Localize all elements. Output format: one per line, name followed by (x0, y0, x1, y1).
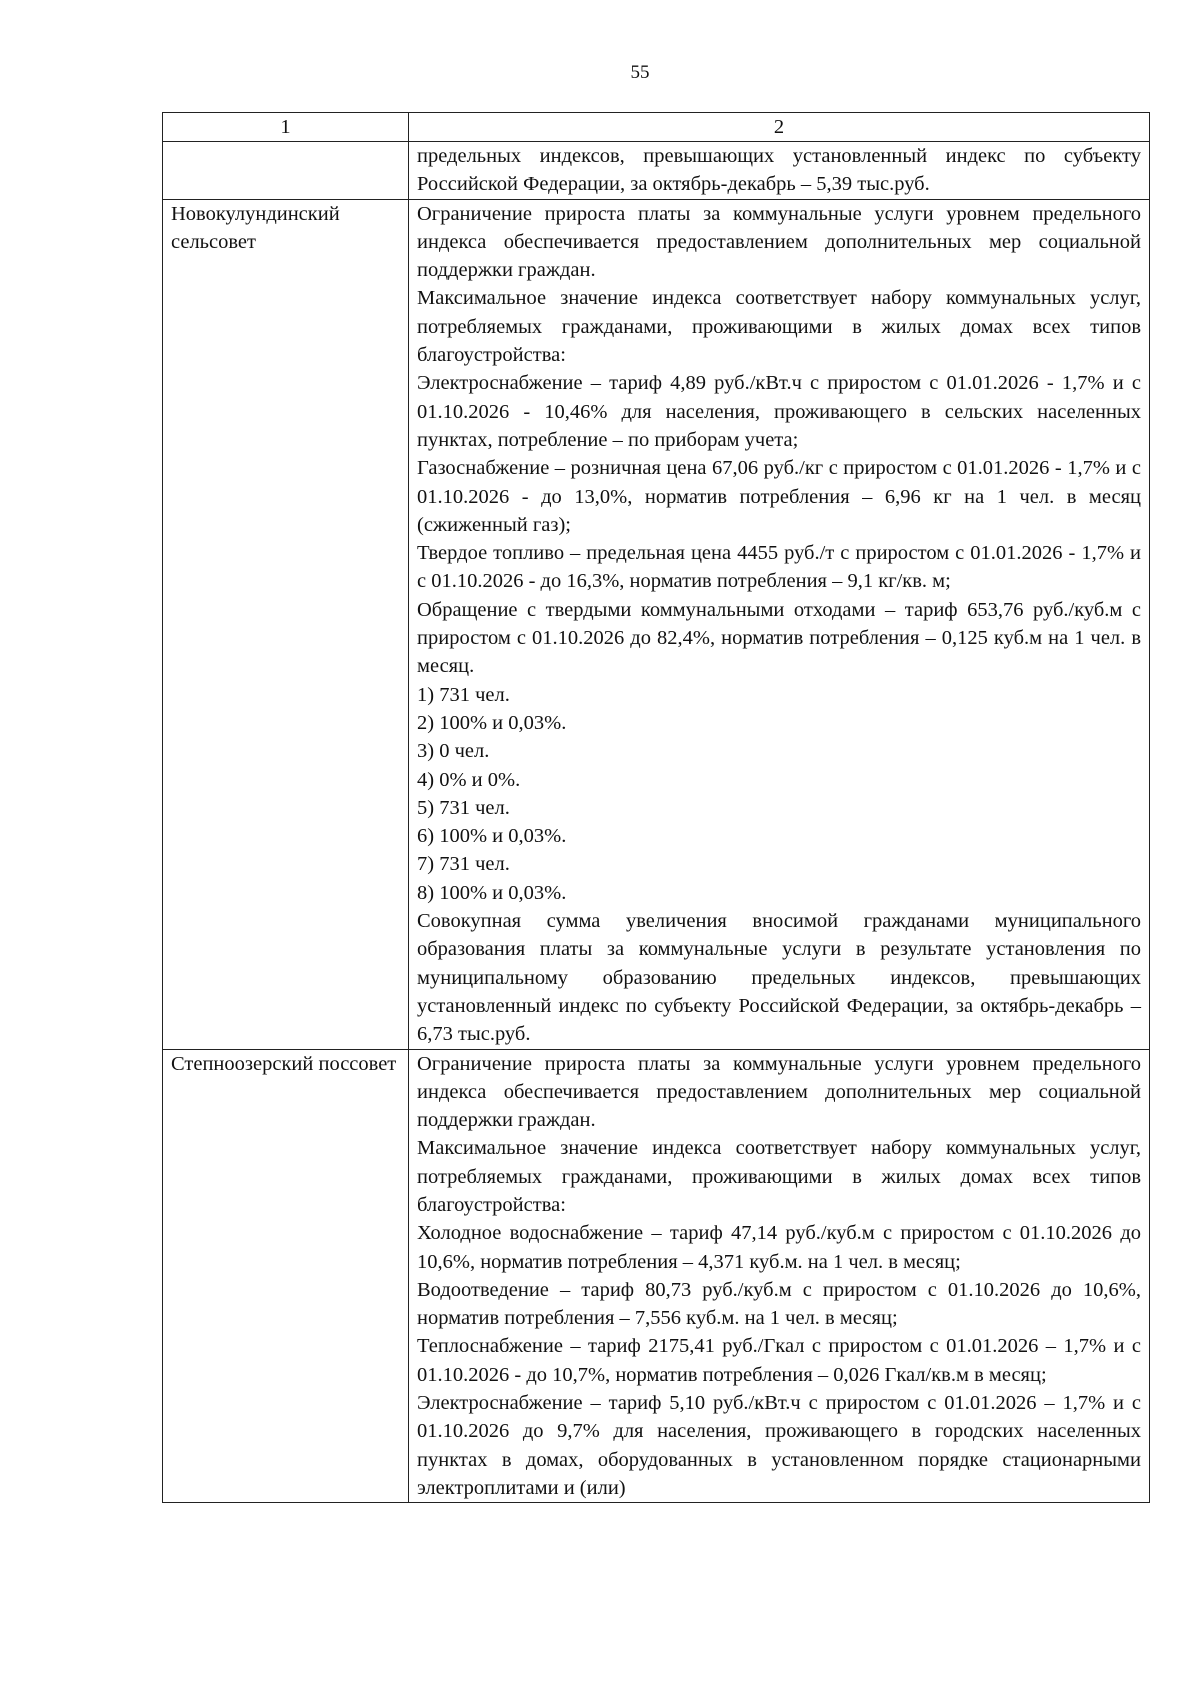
paragraph: Твердое топливо – предельная цена 4455 руб./т с приростом с 01.01.2026 - 1,7% и с 01.10.2026 - до 16,3%, норматив потребления – 9,1 кг/кв. м; (417, 542, 1141, 593)
paragraph: Холодное водоснабжение – тариф 47,14 руб./куб.м с приростом с 01.10.2026 до 10,6%, норматив потребления – 4,371 куб.м. на 1 чел. в месяц; (417, 1222, 1141, 1273)
description-cell (409, 1049, 1150, 1503)
paragraph: предельных индексов, превышающих установленный индекс по субъекту Российской Федерации, за октябрь-декабрь – 5,39 тыс.руб. (417, 145, 1141, 196)
list-item: 5) 731 чел. (417, 796, 510, 819)
list-item: 2) 100% и 0,03%. (417, 711, 567, 734)
description-cell (409, 199, 1150, 1049)
column-header-1: 1 (163, 113, 409, 142)
municipality-cell: Степноозерский поссовет (163, 1049, 409, 1503)
table-row (163, 1049, 1150, 1503)
paragraph: Теплоснабжение – тариф 2175,41 руб./Гкал с приростом с 01.01.2026 – 1,7% и с 01.10.2026 - до 10,7%, норматив потребления – 0,026 Гкал/кв.м в месяц; (417, 1335, 1141, 1386)
municipality-cell: Новокулундинский сельсовет (163, 199, 409, 1049)
list-item: 6) 100% и 0,03%. (417, 825, 567, 848)
paragraph: Совокупная сумма увеличения вносимой гражданами муниципального образования платы за коммунальные услуги в результате установления по муниципальному образованию предельных индексов, превышающих установленный индекс по субъекту Российской Федерации, за октябрь-декабрь – 6,73 тыс.руб. (417, 910, 1141, 1046)
list-item: 4) 0% и 0%. (417, 768, 521, 791)
paragraph: Ограничение прироста платы за коммунальные услуги уровнем предельного индекса обеспечивается предоставлением дополнительных мер социальной поддержки граждан. (417, 202, 1141, 282)
municipality-cell (163, 142, 409, 200)
paragraph: Максимальное значение индекса соответствует набору коммунальных услуг, потребляемых гражданами, проживающими в жилых домах всех типов благоустройства: (417, 287, 1141, 367)
list-item: 7) 731 чел. (417, 853, 510, 876)
table-row (163, 199, 1150, 1049)
description-cell (409, 142, 1150, 200)
table-row (163, 142, 1150, 200)
paragraph: Максимальное значение индекса соответствует набору коммунальных услуг, потребляемых гражданами, проживающими в жилых домах всех типов благоустройства: (417, 1137, 1141, 1216)
table-header-row (163, 113, 1150, 142)
list-item: 8) 100% и 0,03%. (417, 881, 567, 904)
paragraph: Обращение с твердыми коммунальными отходами – тариф 653,76 руб./куб.м с приростом с 01.10.2026 до 82,4%, норматив потребления – 0,125 куб.м на 1 чел. в месяц. (417, 598, 1141, 678)
list-item: 3) 0 чел. (417, 740, 490, 763)
paragraph: Ограничение прироста платы за коммунальные услуги уровнем предельного индекса обеспечивается предоставлением дополнительных мер социальной поддержки граждан. (417, 1052, 1141, 1132)
tariff-table (162, 112, 1150, 1503)
paragraph: Водоотведение – тариф 80,73 руб./куб.м с приростом с 01.10.2026 до 10,6%, норматив потребления – 7,556 куб.м. на 1 чел. в месяц; (417, 1278, 1141, 1330)
paragraph: Электроснабжение – тариф 4,89 руб./кВт.ч с приростом с 01.01.2026 - 1,7% и с 01.10.2026 - 10,46% для населения, проживающего в сельских населенных пунктах, потребление – по приборам учета; (417, 372, 1141, 451)
column-header-2: 2 (409, 113, 1150, 142)
list-item: 1) 731 чел. (417, 683, 510, 706)
paragraph: Электроснабжение – тариф 5,10 руб./кВт.ч с приростом с 01.01.2026 – 1,7% и с 01.10.2026 до 9,7% для населения, проживающего в городских населенных пунктах в домах, оборудованных в установленном порядке стационарными электроплитами и (или) (417, 1392, 1141, 1499)
page-number: 55 (630, 62, 650, 83)
paragraph: Газоснабжение – розничная цена 67,06 руб./кг с приростом с 01.01.2026 - 1,7% и с 01.10.2026 - до 13,0%, норматив потребления – 6,96 кг на 1 чел. в месяц (сжиженный газ); (417, 457, 1141, 536)
